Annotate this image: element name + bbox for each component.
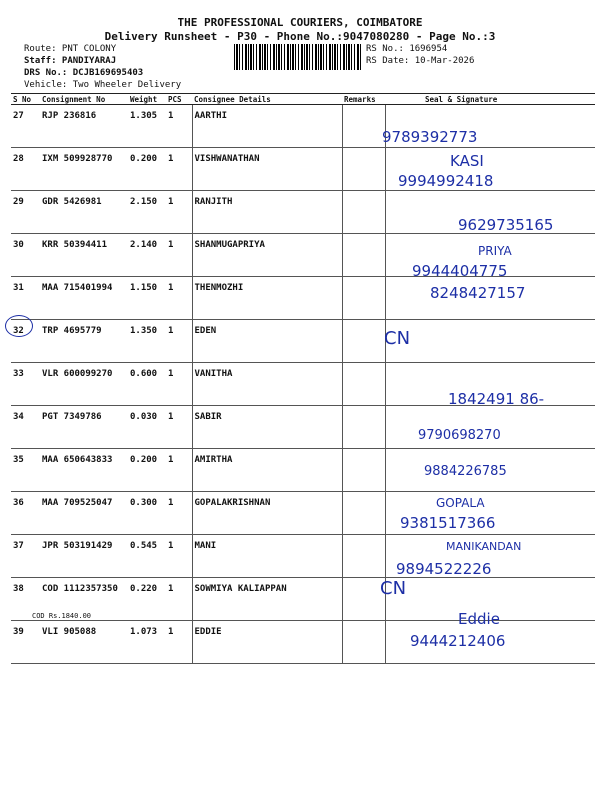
row-pcs [166,492,192,535]
row-consignment-no-text: COD 1112357350 [42,584,118,594]
row-sno [11,234,40,277]
row-sno [11,406,40,449]
row-weight-text: 2.150 [130,197,158,207]
row-consignee [192,148,342,191]
row-consignee-text: EDEN [194,326,217,336]
row-remarks [342,105,385,148]
row-pcs-text: 1 [168,197,174,207]
table-row [11,578,595,621]
row-weight [128,191,166,234]
row-consignment-no [40,277,128,320]
row-consignment-no [40,535,128,578]
row-consignment-no-text: IXM 509928770 [42,154,113,164]
row-weight [128,277,166,320]
row-pcs [166,449,192,492]
row-consignee [192,449,342,492]
handwritten-name: KASI [450,152,484,170]
row-consignee-text: AARTHI [194,111,228,121]
row-sno [11,148,40,191]
row-sno-text: 31 [13,283,24,293]
row-weight-text: 0.545 [130,541,158,551]
row-sno [11,492,40,535]
row-consignee-text: VANITHA [194,369,233,379]
row-pcs-text: 1 [168,412,174,422]
row-weight-text: 0.220 [130,584,158,594]
row-remarks [342,406,385,449]
row-consignment-no-text: MAA 709525047 [42,498,113,508]
col-sno: S No [11,94,40,105]
row-pcs-text: 1 [168,240,174,250]
row-sno [11,191,40,234]
staff-label: Staff: PANDIYARAJ [24,56,117,66]
row-consignee [192,578,342,621]
col-remarks: Remarks [342,94,385,105]
runsheet-table [11,93,595,664]
row-sno [11,105,40,148]
row-32-circle-mark [5,315,33,337]
row-sno-text: 38 [13,584,24,594]
row-remarks [342,191,385,234]
row-remarks [342,148,385,191]
handwritten-cn: CN [380,578,407,599]
handwritten-phone: 1842491 86- [448,390,545,408]
row-remarks [342,621,385,664]
row-weight [128,148,166,191]
col-pcs: PCS [166,94,192,105]
col-weight: Weight [128,94,166,105]
row-weight [128,105,166,148]
handwritten-name: PRIYA [478,244,512,258]
row-sno [11,535,40,578]
col-consignee: Consignee Details [192,94,342,105]
row-consignee [192,105,342,148]
table-row [11,320,595,363]
row-sno-text: 29 [13,197,24,207]
row-pcs-text: 1 [168,369,174,379]
row-pcs [166,148,192,191]
col-signature: Seal & Signature [385,94,595,105]
row-pcs-text: 1 [168,584,174,594]
vehicle-label: Vehicle: Two Wheeler Delivery [24,80,182,90]
row-weight-text: 0.030 [130,412,158,422]
row-pcs-text: 1 [168,283,174,293]
handwritten-cn: CN [384,328,411,349]
table-header [11,94,595,105]
row-consignee-text: GOPALAKRISHNAN [194,498,271,508]
row-pcs [166,234,192,277]
row-pcs-text: 1 [168,541,174,551]
handwritten-phone: 9944404775 [412,262,508,280]
row-remarks [342,449,385,492]
row-pcs [166,320,192,363]
col-consignment: Consignment No [40,94,128,105]
row-consignment-no-text: MAA 715401994 [42,283,113,293]
row-consignee [192,492,342,535]
row-pcs-text: 1 [168,498,174,508]
handwritten-phone: 9994992418 [398,172,494,190]
row-remarks [342,578,385,621]
row-consignment-no [40,363,128,406]
row-sno-text: 32 [13,326,24,336]
row-pcs [166,578,192,621]
runsheet-title: THE PROFESSIONAL COURIERS, COIMBATORE [177,16,423,29]
row-consignee [192,191,342,234]
row-pcs-text: 1 [168,111,174,121]
row-consignment-no-text: GDR 5426981 [42,197,102,207]
row-weight-text: 1.073 [130,627,158,637]
row-weight-text: 0.600 [130,369,158,379]
drs-number: DRS No.: DCJB169695403 [24,68,144,78]
row-consignee-text: EDDIE [194,627,222,637]
row-consignee [192,363,342,406]
row-pcs [166,363,192,406]
row-weight [128,449,166,492]
row-sno [11,621,40,664]
row-weight [128,535,166,578]
row-consignee-text: RANJITH [194,197,233,207]
row-sno-text: 39 [13,627,24,637]
row-remarks [342,535,385,578]
row-pcs-text: 1 [168,455,174,465]
row-consignee [192,320,342,363]
row-weight [128,621,166,664]
row-weight-text: 0.200 [130,154,158,164]
handwritten-phone: 9629735165 [458,216,554,234]
handwritten-phone: 8248427157 [430,284,526,302]
table-row [11,105,595,148]
row-consignment-no [40,449,128,492]
row-weight [128,578,166,621]
row-consignment-no-text: MAA 650643833 [42,455,113,465]
row-consignee [192,234,342,277]
row-consignment-no [32,578,128,621]
handwritten-name: MANIKANDAN [446,540,522,553]
row-sno-text: 30 [13,240,24,250]
row-remarks [342,277,385,320]
row-pcs-text: 1 [168,154,174,164]
row-consignment-no [40,621,128,664]
row-weight-text: 1.150 [130,283,158,293]
row-sno-text: 33 [13,369,24,379]
handwritten-phone: 9381517366 [400,514,496,532]
row-sno-text: 36 [13,498,24,508]
row-consignment-no [40,191,128,234]
handwritten-phone: 9884226785 [424,464,507,479]
handwritten-name: GOPALA [436,496,485,510]
row-weight [128,320,166,363]
runsheet-subtitle: Delivery Runsheet - P30 - Phone No.:9047080280 - Page No.:3 [104,30,496,43]
row-weight [128,406,166,449]
table-row [11,621,595,664]
row-weight-text: 0.300 [130,498,158,508]
table-row [11,449,595,492]
row-sno-text: 37 [13,541,24,551]
row-consignment-no [40,234,128,277]
row-consignment-no [40,148,128,191]
row-remarks [342,234,385,277]
row-consignment-no-text: RJP 236816 [42,111,97,121]
row-consignee [192,535,342,578]
row-consignment-no-text: TRP 4695779 [42,326,102,336]
row-sno [11,363,40,406]
route-label: Route: PNT COLONY [24,44,117,54]
row-consignee-text: VISHWANATHAN [194,154,260,164]
row-consignment-no [40,406,128,449]
row-weight-text: 2.140 [130,240,158,250]
row-pcs [166,535,192,578]
row-consignee-text: AMIRTHA [194,455,233,465]
row-consignee-text: SABIR [194,412,222,422]
table-row [11,492,595,535]
row-weight-text: 0.200 [130,455,158,465]
row-weight-text: 1.305 [130,111,158,121]
handwritten-phone: 9790698270 [418,428,501,443]
handwritten-phone: 9894522226 [396,560,492,578]
row-consignee [192,277,342,320]
row-consignee-text: SHANMUGAPRIYA [194,240,265,250]
cod-amount-note: COD Rs.1840.00 [32,612,92,620]
row-consignment-no-text: VLI 905088 [42,627,97,637]
handwritten-phone: 9789392773 [382,128,478,146]
rs-date: RS Date: 10-Mar-2026 [366,56,475,66]
row-pcs [166,191,192,234]
row-consignee-text: SOWMIYA KALIAPPAN [194,584,287,594]
row-pcs-text: 1 [168,326,174,336]
handwritten-phone: 9444212406 [410,632,506,650]
row-pcs [166,277,192,320]
row-weight [128,234,166,277]
row-consignment-no [40,105,128,148]
barcode [234,44,361,70]
row-consignment-no-text: JPR 503191429 [42,541,113,551]
row-pcs [166,105,192,148]
row-sno-text: 28 [13,154,24,164]
row-pcs [166,406,192,449]
row-sno [11,277,40,320]
row-weight [128,363,166,406]
row-consignee-text: THENMOZHI [194,283,244,293]
row-consignment-no [40,492,128,535]
table-row [11,406,595,449]
row-sno-text: 35 [13,455,24,465]
row-consignment-no-text: VLR 600099270 [42,369,113,379]
row-consignee [192,621,342,664]
row-weight [128,492,166,535]
handwritten-name: Eddie [458,610,500,628]
row-signature [385,320,595,363]
row-pcs [166,621,192,664]
row-consignee [192,406,342,449]
row-pcs-text: 1 [168,627,174,637]
row-consignee-text: MANI [194,541,217,551]
row-consignment-no-text: KRR 50394411 [42,240,108,250]
row-sno-text: 27 [13,111,24,121]
rs-number: RS No.: 1696954 [366,44,448,54]
row-remarks [342,492,385,535]
row-consignment-no-text: PGT 7349786 [42,412,102,422]
row-weight-text: 1.350 [130,326,158,336]
row-remarks [342,363,385,406]
row-sno [11,449,40,492]
row-sno-text: 34 [13,412,24,422]
table-row [11,148,595,191]
row-consignment-no [40,320,128,363]
row-remarks [342,320,385,363]
